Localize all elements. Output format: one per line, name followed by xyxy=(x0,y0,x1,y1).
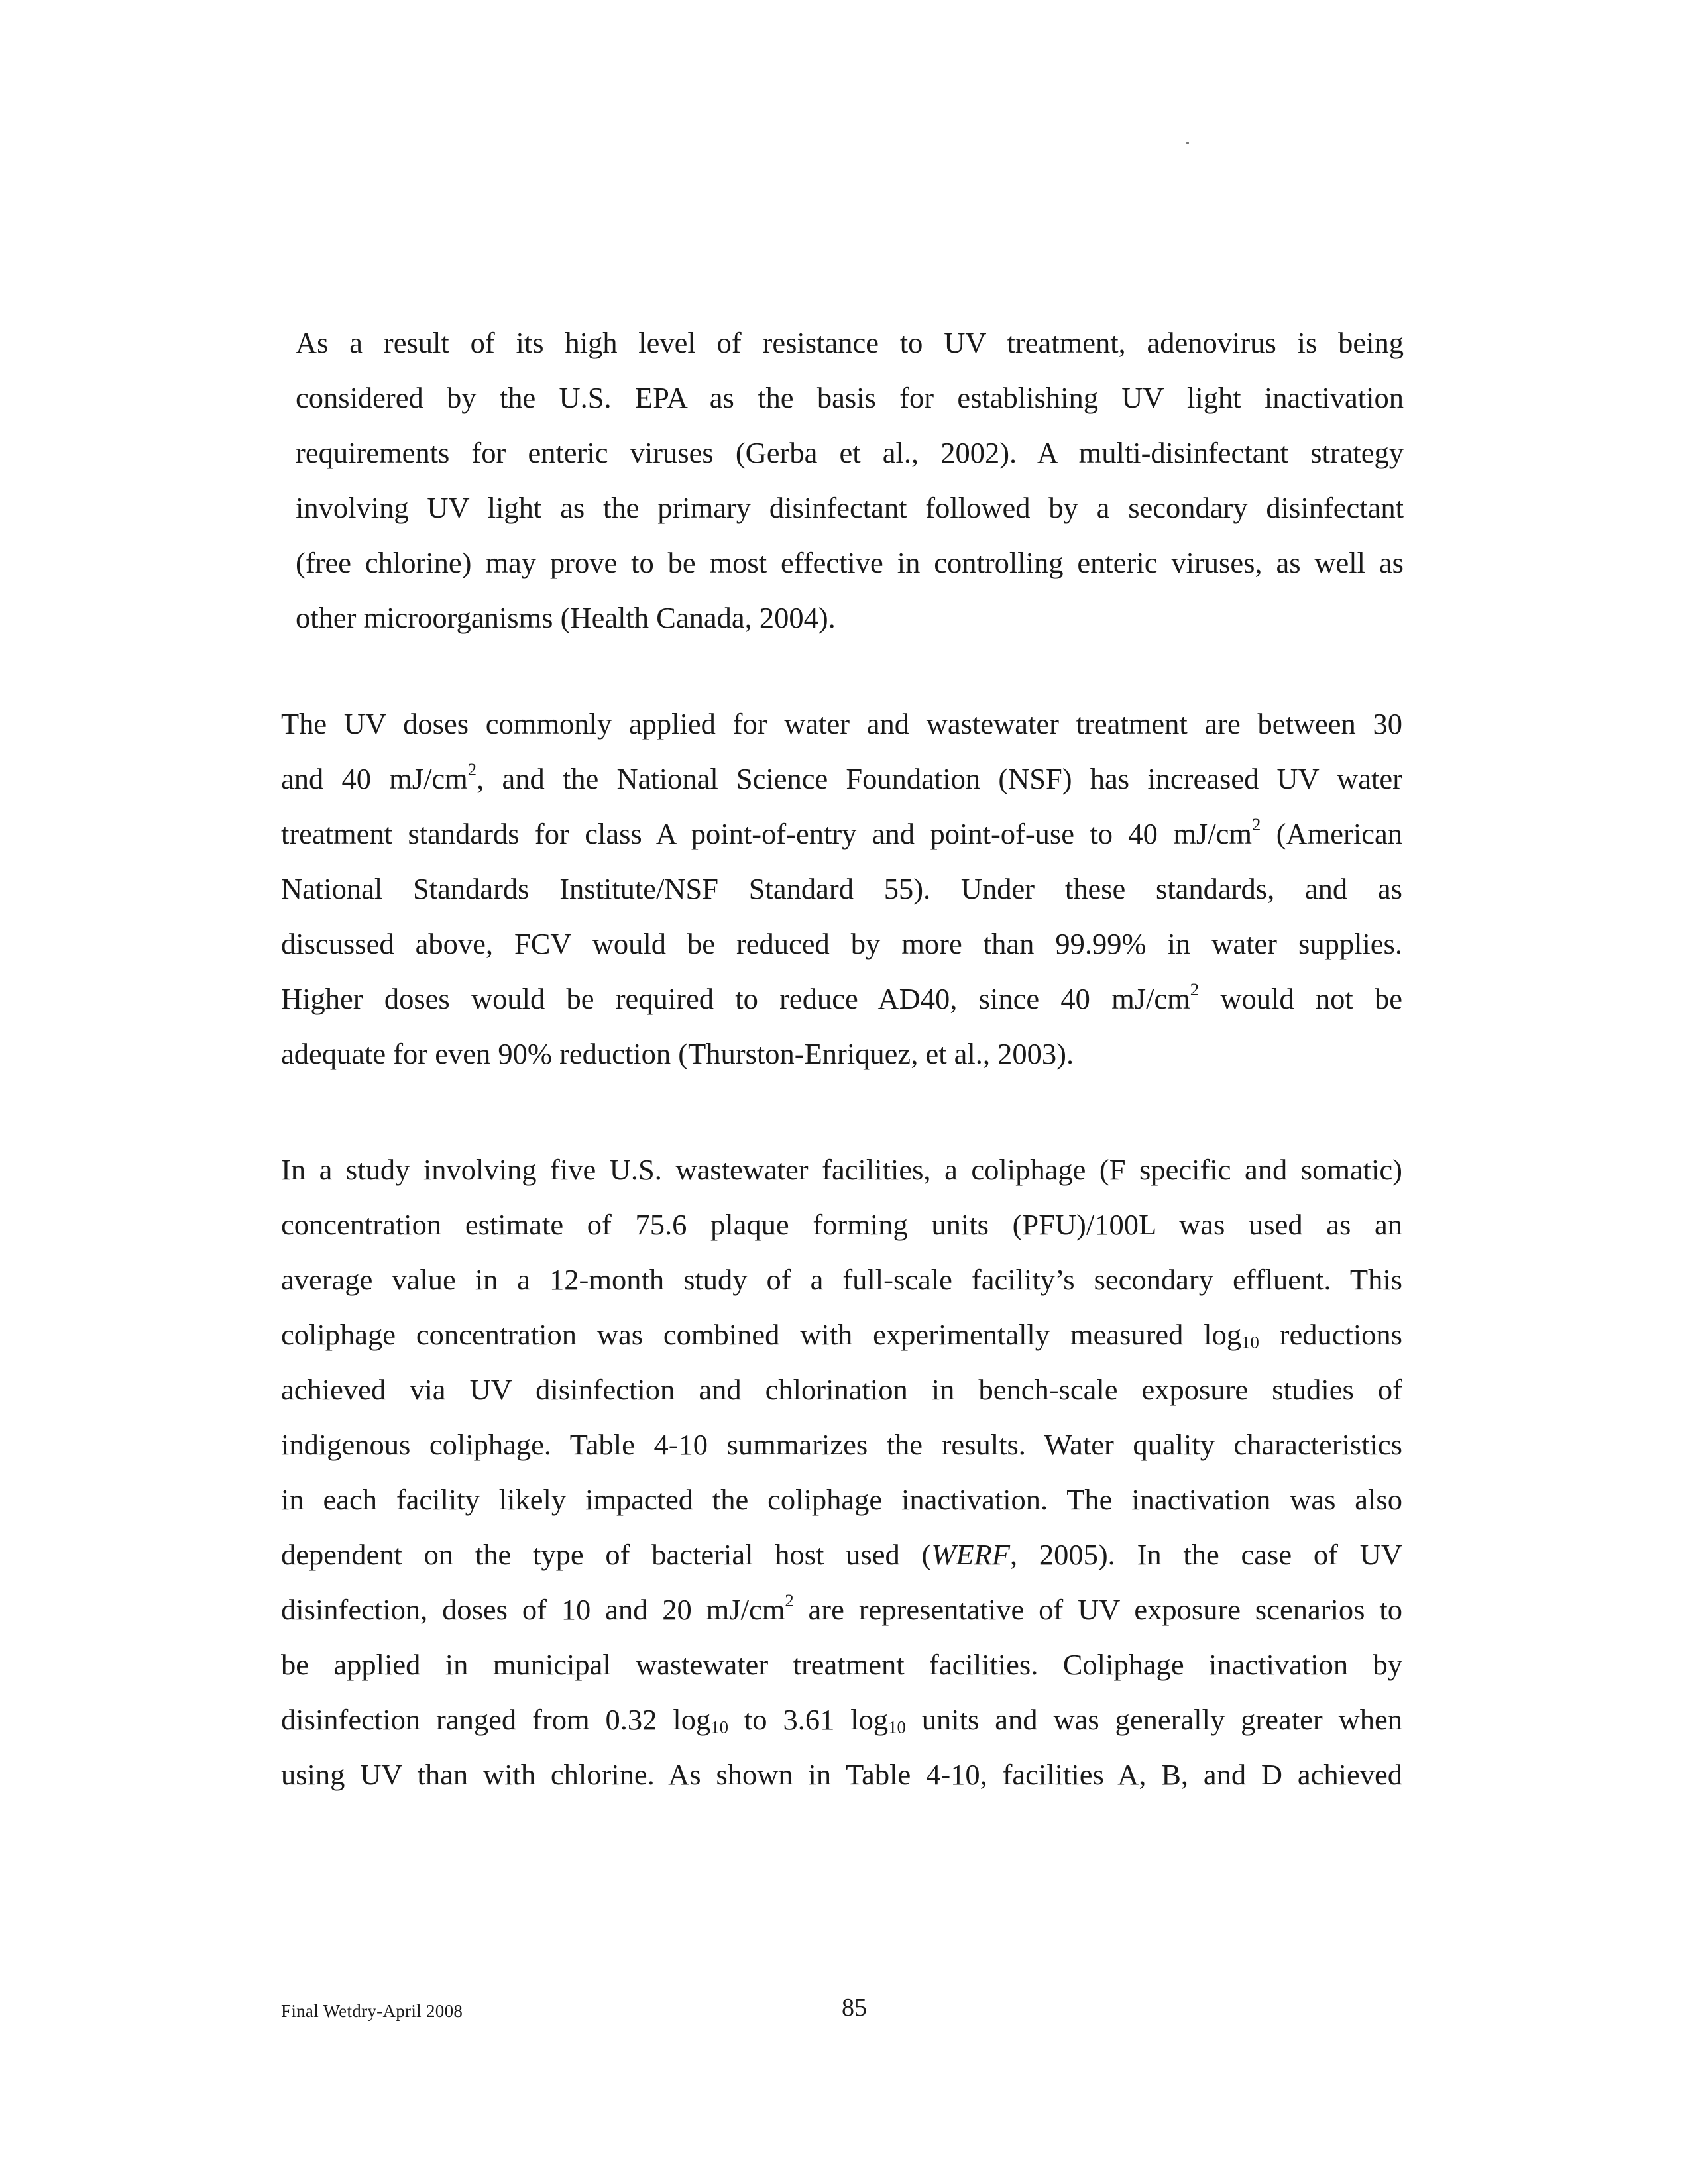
text-line xyxy=(281,916,1402,971)
text-line xyxy=(296,425,1404,480)
text-run: and 40 mJ/cm xyxy=(281,762,468,795)
text-run: disinfection, doses of 10 and 20 mJ/cm xyxy=(281,1593,785,1626)
text-line xyxy=(281,1142,1402,1197)
text-run: using UV than with chlorine. As shown in Table 4-10, facilities A, B, and D achieved xyxy=(281,1758,1402,1791)
text-run: treatment standards for class A point-of-entry and point-of-use to 40 mJ/cm xyxy=(281,817,1252,850)
superscript: 2 xyxy=(785,1590,794,1610)
superscript: 2 xyxy=(467,759,477,779)
text-run: (free chlorine) may prove to be most effective in controlling enteric viruses, as well as xyxy=(296,546,1404,579)
text-run: dependent on the type of bacterial host used ( xyxy=(281,1538,932,1571)
text-run: involving UV light as the primary disinfectant followed by a secondary disinfectant xyxy=(296,491,1404,524)
subscript: 10 xyxy=(888,1717,906,1737)
page-number: 85 xyxy=(842,1994,867,2022)
paragraph-2 xyxy=(281,696,1402,1081)
text-run: concentration estimate of 75.6 plaque forming units (PFU)/100L was used as an xyxy=(281,1208,1402,1241)
paragraph-1 xyxy=(296,315,1404,645)
scan-speck xyxy=(1186,142,1189,144)
text-line xyxy=(296,315,1404,370)
text-line xyxy=(296,370,1404,425)
text-run: The UV doses commonly applied for water and wastewater treatment are between 30 xyxy=(281,707,1402,740)
text-run: (American xyxy=(1261,817,1402,850)
text-run: , 2005). In the case of UV xyxy=(1009,1538,1402,1571)
text-run: coliphage concentration was combined with experimentally measured log xyxy=(281,1318,1242,1351)
text-line xyxy=(281,696,1402,751)
text-line xyxy=(281,1637,1402,1692)
text-run: , and the National Science Foundation (NSF) has increased UV water xyxy=(477,762,1402,795)
text-run: achieved via UV disinfection and chlorination in bench-scale exposure studies of xyxy=(281,1373,1402,1406)
text-line xyxy=(281,1026,1402,1081)
text-line xyxy=(296,480,1404,535)
text-line xyxy=(281,806,1402,861)
subscript: 10 xyxy=(1241,1332,1259,1352)
text-line xyxy=(281,751,1402,806)
paragraph-3 xyxy=(281,1142,1402,1802)
text-run: Higher doses would be required to reduce AD40, since 40 mJ/cm xyxy=(281,982,1190,1015)
text-line xyxy=(281,1582,1402,1637)
superscript: 2 xyxy=(1251,814,1261,834)
italic-text: WERF xyxy=(931,1538,1010,1571)
text-run: be applied in municipal wastewater treatment facilities. Coliphage inactivation by xyxy=(281,1648,1402,1681)
text-run: In a study involving five U.S. wastewater facilities, a coliphage (F specific and somatic) xyxy=(281,1153,1402,1186)
text-run: other microorganisms (Health Canada, 2004). xyxy=(296,601,836,634)
text-line xyxy=(281,971,1402,1026)
text-run: adequate for even 90% reduction (Thurston-Enriquez, et al., 2003). xyxy=(281,1037,1074,1070)
text-run: requirements for enteric viruses (Gerba et al., 2002). A multi-disinfectant strategy xyxy=(296,436,1404,469)
text-run: would not be xyxy=(1199,982,1402,1015)
text-line xyxy=(281,1692,1402,1747)
text-run: are representative of UV exposure scenarios to xyxy=(793,1593,1402,1626)
text-line xyxy=(281,1747,1402,1802)
text-line xyxy=(296,535,1404,590)
text-line xyxy=(281,1417,1402,1472)
text-line xyxy=(281,1527,1402,1582)
footer-document-label: Final Wetdry-April 2008 xyxy=(281,2001,463,2021)
text-run: reductions xyxy=(1259,1318,1403,1351)
subscript: 10 xyxy=(710,1717,728,1737)
text-run: indigenous coliphage. Table 4-10 summarizes the results. Water quality characteristics xyxy=(281,1428,1402,1461)
text-run: units and was generally greater when xyxy=(905,1703,1402,1736)
text-run: average value in a 12-month study of a full-scale facility’s secondary effluent. This xyxy=(281,1263,1402,1296)
text-run: considered by the U.S. EPA as the basis for establishing UV light inactivation xyxy=(296,381,1404,414)
text-line xyxy=(281,1197,1402,1252)
text-line xyxy=(281,1362,1402,1417)
text-line xyxy=(296,590,1404,645)
text-run: in each facility likely impacted the coliphage inactivation. The inactivation was also xyxy=(281,1483,1402,1516)
text-line xyxy=(281,1472,1402,1527)
superscript: 2 xyxy=(1190,979,1200,999)
text-line xyxy=(281,861,1402,916)
text-run: National Standards Institute/NSF Standard 55). Under these standards, and as xyxy=(281,872,1402,905)
text-run: As a result of its high level of resistance to UV treatment, adenovirus is being xyxy=(296,326,1404,359)
text-run: discussed above, FCV would be reduced by more than 99.99% in water supplies. xyxy=(281,927,1402,960)
text-line xyxy=(281,1307,1402,1362)
text-run: to 3.61 log xyxy=(728,1703,889,1736)
text-line xyxy=(281,1252,1402,1307)
text-run: disinfection ranged from 0.32 log xyxy=(281,1703,711,1736)
